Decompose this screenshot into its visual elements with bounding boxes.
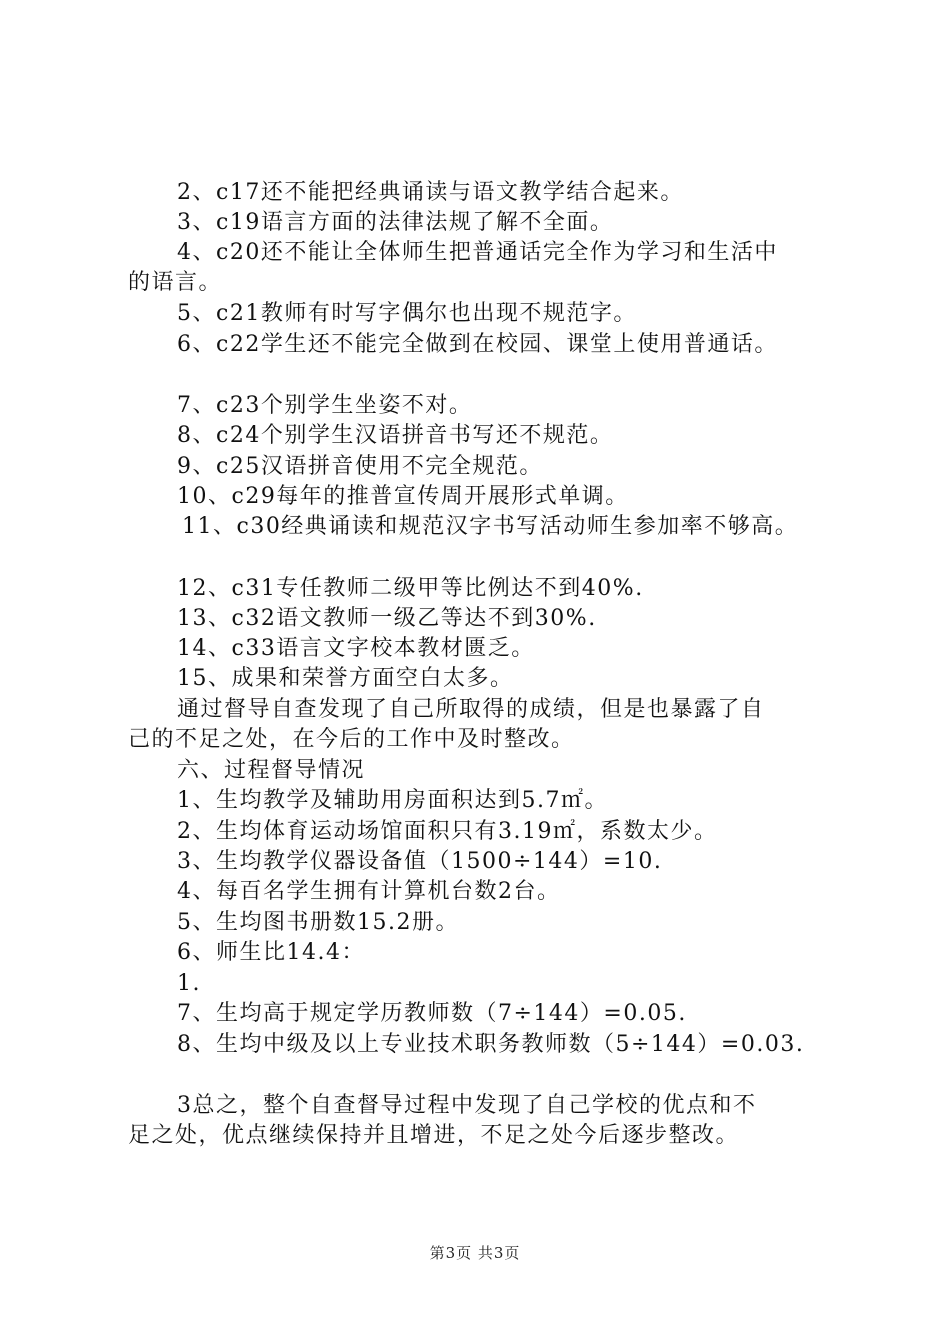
text-line: 4、c20还不能让全体师生把普通话完全作为学习和生活中 (177, 240, 778, 265)
text-line: 2、生均体育运动场馆面积只有3.19㎡，系数太少。 (177, 819, 718, 844)
text-line: 1. (177, 971, 201, 996)
text-line: 12、c31专任教师二级甲等比例达不到40%. (177, 576, 644, 601)
text-line: 8、生均中级及以上专业技术职务教师数（5÷144）=0.03. (177, 1032, 805, 1057)
section-heading: 六、过程督导情况 (177, 758, 366, 783)
text-line: 8、c24个别学生汉语拼音书写还不规范。 (177, 423, 614, 448)
text-line: 2、c17还不能把经典诵读与语文教学结合起来。 (177, 180, 684, 205)
text-line: 7、c23个别学生坐姿不对。 (177, 393, 473, 418)
text-line: 己的不足之处，在今后的工作中及时整改。 (128, 727, 575, 752)
text-line: 3总之，整个自查督导过程中发现了自己学校的优点和不 (177, 1093, 757, 1118)
text-line: 5、生均图书册数15.2册。 (177, 910, 459, 935)
text-line: 13、c32语文教师一级乙等达不到30%. (177, 606, 597, 631)
text-line: 的语言。 (128, 270, 223, 295)
text-line: 4、每百名学生拥有计算机台数2台。 (177, 879, 561, 904)
text-line: 足之处，优点继续保持并且增进，不足之处今后逐步整改。 (128, 1123, 740, 1148)
page-footer: 第3页 共3页 (429, 1244, 521, 1262)
text-line: 15、成果和荣誉方面空白太多。 (177, 666, 514, 691)
text-line: 5、c21教师有时写字偶尔也出现不规范字。 (177, 301, 637, 326)
text-line: 6、c22学生还不能完全做到在校园、课堂上使用普通话。 (177, 332, 778, 357)
text-line: 6、师生比14.4： (177, 940, 365, 965)
text-line: 7、生均高于规定学历教师数（7÷144）=0.05. (177, 1001, 687, 1026)
text-line: 通过督导自查发现了自己所取得的成绩，但是也暴露了自 (177, 697, 765, 722)
text-line: 14、c33语言文字校本教材匮乏。 (177, 636, 535, 661)
text-line: 3、生均教学仪器设备值（1500÷144）=10. (177, 849, 663, 874)
text-line: 11、c30经典诵读和规范汉字书写活动师生参加率不够高。 (182, 514, 799, 539)
text-line: 1、生均教学及辅助用房面积达到5.7㎡。 (177, 788, 608, 813)
text-line: 10、c29每年的推普宣传周开展形式单调。 (177, 484, 629, 509)
text-line: 9、c25汉语拼音使用不完全规范。 (177, 454, 543, 479)
text-line: 3、c19语言方面的法律法规了解不全面。 (177, 210, 614, 235)
